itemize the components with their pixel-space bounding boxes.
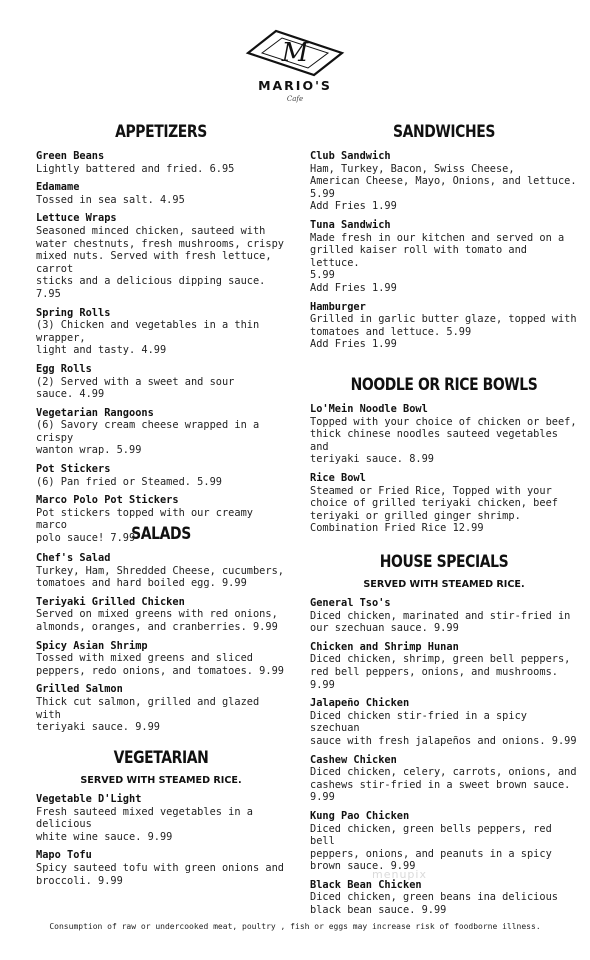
menu-item-description: Seasoned minced chicken, sauteed with water chestnuts, fresh mushrooms, crispy mixed nuts. Served with fresh lettuce, carrot sticks and a delicious dipping sauce. 7.95 — [36, 224, 284, 300]
menu-item-description: (2) Served with a sweet and sour sauce. 4.99 — [36, 375, 235, 401]
menu-item-description: Tossed with mixed greens and sliced peppers, redo onions, and tomatoes. 9.99 — [36, 652, 284, 677]
menu-item-description: Diced chicken, celery, carrots, onions, and cashews stir-fried in a sweet brown sauce. 9.99 — [310, 766, 577, 804]
section-title-house-specials: HOUSE SPECIALS — [379, 552, 509, 572]
menu-item-description: (6) Savory cream cheese wrapped in a crispy wanton wrap. 5.99 — [36, 419, 260, 457]
menu-item-description: Served on mixed greens with red onions, almonds, oranges, and cranberries. 9.99 — [36, 608, 278, 633]
logo-name: MARIO'S — [258, 78, 332, 93]
menu-item — [36, 307, 286, 357]
menu-item — [36, 463, 286, 488]
logo-subtitle: Cafe — [286, 95, 304, 103]
menu-item-description: Diced chicken stir-fried in a spicy szechuan sauce with fresh jalapeños and onions. 9.99 — [310, 709, 577, 747]
menu-item — [36, 793, 286, 843]
menu-item-name: Cashew Chicken — [310, 753, 397, 766]
menu-item-name: Spicy Asian Shrimp — [36, 639, 148, 652]
menu-item-description: Made fresh in our kitchen and served on a grilled kaiser roll with tomato and lettuce. 5.99 Add Fries 1.99 — [310, 231, 565, 294]
menu-item-description: Turkey, Ham, Shredded Cheese, cucumbers, tomatoes and hard boiled egg. 9.99 — [36, 564, 284, 590]
noodle-bowls-section — [310, 373, 578, 535]
menu-item-description: (6) Pan fried or Steamed. 5.99 — [36, 475, 222, 488]
menu-item-name: Black Bean Chicken — [310, 878, 422, 891]
menu-item — [36, 683, 286, 733]
diamond-logo-mark — [236, 28, 354, 78]
section-title-sandwiches: SANDWICHES — [392, 122, 495, 142]
menu-item-description: Steamed or Fried Rice, Topped with your choice of grilled teriyaki chicken, beef teriyaki or grilled ginger shrimp. Combination Fried Rice 12.99 — [310, 484, 558, 535]
menu-item-description: Thick cut salmon, grilled and glazed with teriyaki sauce. 9.99 — [36, 695, 260, 734]
menu-item — [310, 697, 578, 747]
menu-item — [36, 596, 286, 634]
menu-item — [310, 879, 578, 917]
menu-item — [310, 403, 578, 466]
section-title-salads: SALADS — [131, 524, 191, 544]
menu-item-description: Diced chicken, marinated and stir-fried in our szechuan sauce. 9.99 — [310, 609, 571, 635]
menu-item-name: Hamburger — [310, 300, 366, 313]
menu-item — [36, 407, 286, 457]
menu-item — [36, 150, 286, 175]
menu-item — [36, 552, 286, 590]
menu-item — [36, 849, 286, 887]
menu-item — [36, 363, 286, 401]
section-title-vegetarian: VEGETARIAN — [113, 748, 209, 768]
menu-item-name: Egg Rolls — [36, 362, 92, 375]
menu-item-description: Diced chicken, shrimp, green bell peppers, red bell peppers, onions, and mushrooms. 9.99 — [310, 653, 571, 691]
menu-item-description: Grilled in garlic butter glaze, topped with tomatoes and lettuce. 5.99 Add Fries 1.99 — [310, 313, 577, 351]
section-subtitle-vegetarian: SERVED WITH STEAMED RICE. — [80, 775, 242, 786]
menu-item — [310, 301, 578, 351]
watermark: menupix — [372, 868, 427, 881]
section-subtitle-house-specials: SERVED WITH STEAMED RICE. — [363, 579, 525, 590]
menu-item-description: Tossed in sea salt. 4.95 — [36, 193, 185, 206]
menu-item-description: Lightly battered and fried. 6.95 — [36, 162, 235, 175]
menu-item — [310, 219, 578, 295]
section-title-noodle-bowls: NOODLE OR RICE BOWLS — [350, 375, 538, 395]
menu-item-name: Vegetarian Rangoons — [36, 406, 154, 419]
menu-item-name: Lettuce Wraps — [36, 212, 117, 225]
salads-section — [36, 522, 286, 734]
menu-item-name: Lo'Mein Noodle Bowl — [310, 403, 428, 415]
menu-item-name: Pot Stickers — [36, 463, 111, 476]
marios-logo — [236, 28, 354, 104]
menu-item-name: Green Beans — [36, 150, 105, 162]
menu-item — [310, 754, 578, 804]
menu-item — [36, 181, 286, 206]
menu-item-name: Edamame — [36, 181, 80, 194]
menu-item-name: Tuna Sandwich — [310, 218, 391, 231]
footer-disclaimer: Consumption of raw or undercooked meat, poultry , fish or eggs may increase risk of foodborne illness. — [49, 922, 541, 931]
menu-item-name: Chicken and Shrimp Hunan — [310, 640, 459, 653]
menu-item — [310, 810, 578, 873]
menu-item-description: Pot stickers topped with our creamy marco polo sauce! 7.99 — [36, 506, 253, 545]
menu-item-name: Rice Bowl — [310, 471, 366, 484]
menu-item-name: Mapo Tofu — [36, 849, 92, 862]
sandwiches-section — [310, 120, 578, 351]
menu-item-name: Spring Rolls — [36, 306, 111, 319]
menu-item-description: Spicy sauteed tofu with green onions and broccoli. 9.99 — [36, 861, 284, 887]
menu-item-description: Diced chicken, green beans ina delicious black bean sauce. 9.99 — [310, 891, 558, 917]
menu-item-name: General Tso's — [310, 597, 391, 609]
menu-item — [36, 640, 286, 678]
menu-item — [310, 150, 578, 213]
menu-item — [310, 472, 578, 535]
menu-item-name: Marco Polo Pot Stickers — [36, 494, 179, 507]
menu-item-name: Vegetable D'Light — [36, 793, 142, 805]
menu-item-name: Jalapeño Chicken — [310, 697, 410, 710]
menu-item-description: Topped with your choice of chicken or beef, thick chinese noodles sauteed vegetables and teriyaki sauce. 8.99 — [310, 415, 577, 466]
menu-item-description: Diced chicken, green bells peppers, red bell peppers, onions, and peanuts in a spicy brown sauce. 9.99 — [310, 822, 552, 873]
menu-item — [310, 597, 578, 635]
menu-item-description: (3) Chicken and vegetables in a thin wrapper, light and tasty. 4.99 — [36, 319, 260, 357]
appetizers-section — [36, 120, 286, 545]
section-title-appetizers: APPETIZERS — [115, 122, 207, 142]
menu-item-name: Teriyaki Grilled Chicken — [36, 595, 185, 608]
menu-item — [36, 212, 286, 300]
menu-item-description: Ham, Turkey, Bacon, Swiss Cheese, American Cheese, Mayo, Onions, and lettuce. 5.99 Add Fries 1.99 — [310, 162, 577, 213]
menu-item-name: Club Sandwich — [310, 150, 391, 162]
menu-item-name: Chef's Salad — [36, 552, 111, 564]
house-specials-section — [310, 550, 578, 917]
logo-mark-letter: M — [281, 38, 309, 68]
menu-item-name: Grilled Salmon — [36, 683, 123, 696]
menu-item — [310, 641, 578, 691]
vegetarian-section — [36, 746, 286, 887]
menu-item-name: Kung Pao Chicken — [310, 809, 410, 822]
menu-item-description: Fresh sauteed mixed vegetables in a delicious white wine sauce. 9.99 — [36, 805, 253, 843]
